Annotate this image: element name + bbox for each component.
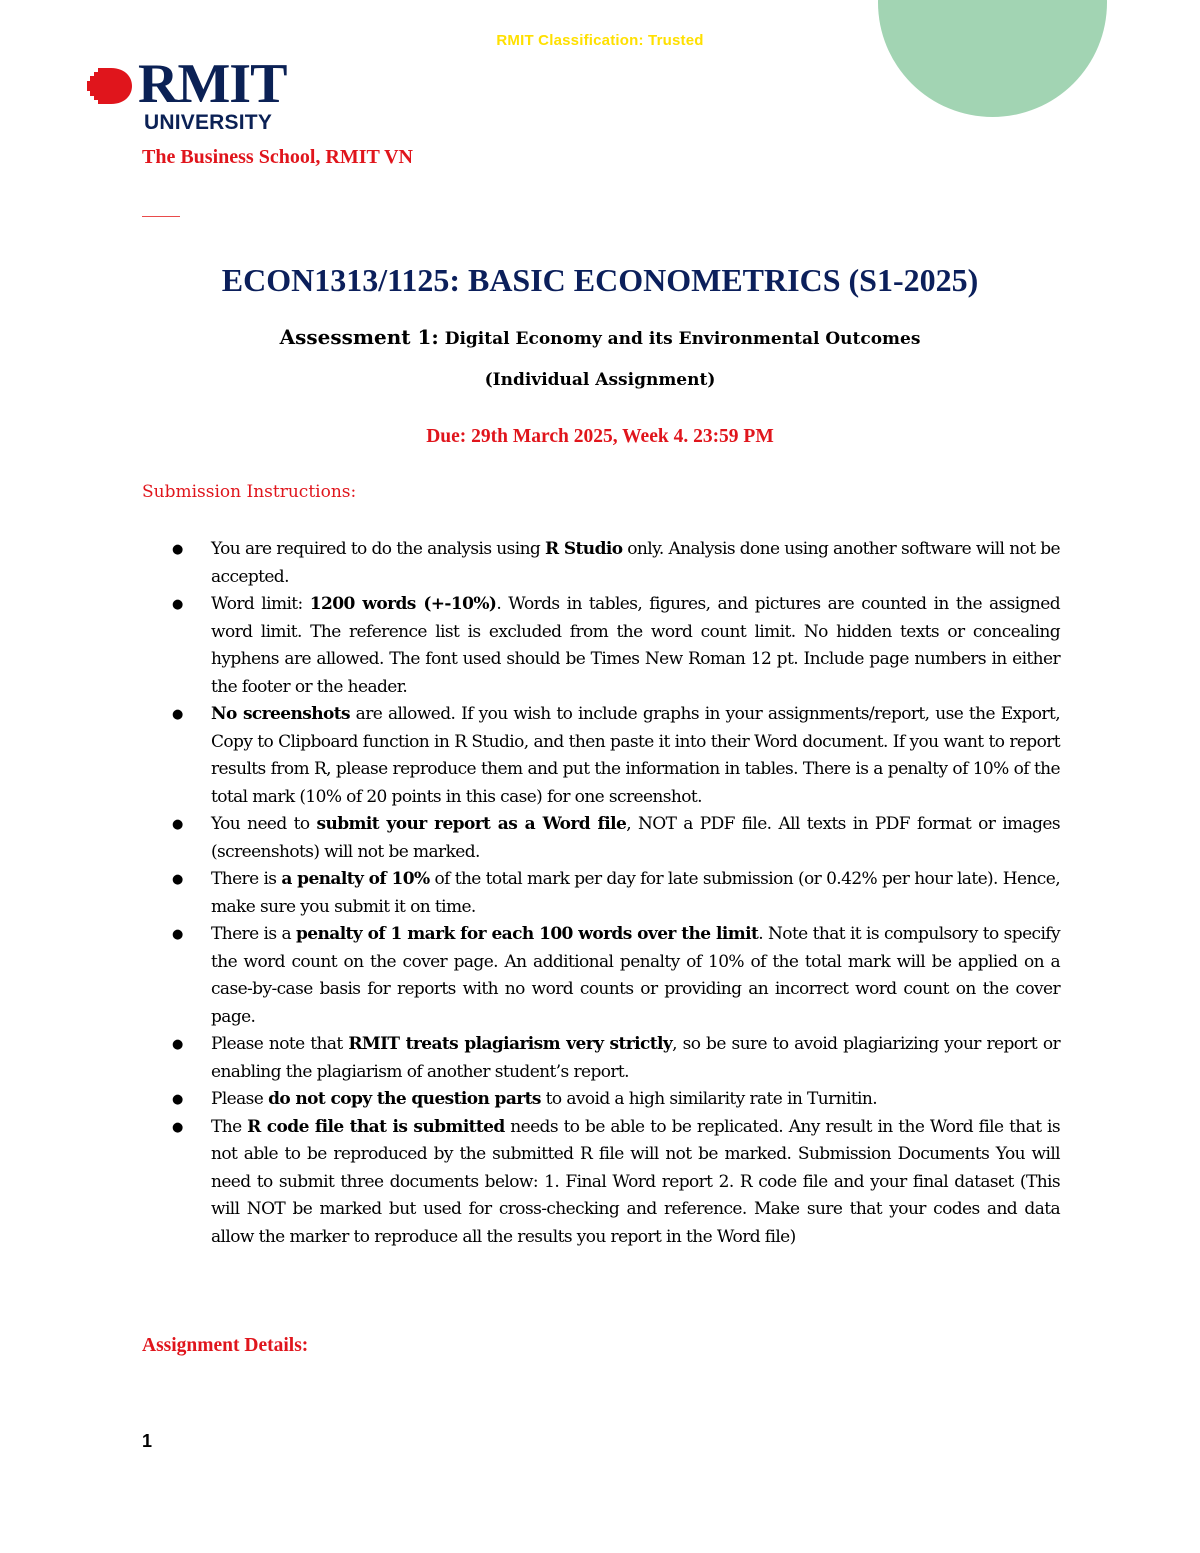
- logo-university: UNIVERSITY: [144, 111, 273, 134]
- bullet-icon: ●: [172, 707, 183, 722]
- emphasis: R code file that is submitted: [247, 1116, 505, 1137]
- list-item: ● There is a penalty of 1 mark for each 100 words over the limit. Note that it is compulsory to specify the word count on the cover page. An additional penalty of 10% of the total mark will be applied on a case-by-case basis for reports with no word counts or providing an incorrect word count on the cover page.: [142, 921, 1060, 1031]
- submission-heading: Submission Instructions:: [142, 482, 357, 502]
- bullet-icon: ●: [172, 927, 183, 942]
- due-date: Due: 29th March 2025, Week 4. 23:59 PM: [426, 426, 774, 447]
- school-name: The Business School, RMIT VN: [142, 146, 413, 168]
- assessment-topic: Digital Economy and its Environmental Outcomes: [444, 329, 921, 349]
- instructions-list: [142, 536, 1060, 1251]
- list-item: ● No screenshots are allowed. If you wish to include graphs in your assignments/report, use the Export, Copy to Clipboard function in R Studio, and then paste it into their Word document. If you want to report results from R, please reproduce them and put the information in tables. There is a penalty of 10% of the total mark (10% of 20 points in this case) for one screenshot.: [142, 701, 1060, 811]
- bullet-icon: ●: [172, 872, 183, 887]
- list-item: ● Please note that RMIT treats plagiarism very strictly, so be sure to avoid plagiarizing your report or enabling the plagiarism of another student’s report.: [142, 1031, 1060, 1086]
- emphasis: 1200 words (+-10%): [309, 594, 497, 614]
- rmit-pixel-logo-icon: [84, 65, 134, 107]
- assessment-title: [0, 325, 1200, 349]
- bullet-icon: ●: [172, 542, 183, 557]
- list-item: ● The R code file that is submitted needs to be able to be replicated. Any result in the Word file that is not able to be reproduced by the submitted R file will not be marked. Submission Documents You will need to submit three documents below: 1. Final Word report 2. R code file and your final dataset (This will NOT be marked but used for cross-checking and reference. Make sure that your codes and data allow the marker to reproduce all the results you report in the Word file): [142, 1114, 1060, 1252]
- rmit-logo: [84, 53, 289, 134]
- bullet-icon: ●: [172, 597, 183, 612]
- bullet-icon: ●: [172, 1119, 183, 1135]
- list-item: ● Please do not copy the question parts to avoid a high similarity rate in Turnitin.: [142, 1086, 1060, 1114]
- assessment-lead: Assessment 1:: [279, 325, 439, 349]
- page-number: 1: [142, 1431, 153, 1451]
- list-item: ● You need to submit your report as a Word file, NOT a PDF file. All texts in PDF format or images (screenshots) will not be marked.: [142, 811, 1060, 866]
- list-item: ● There is a penalty of 10% of the total mark per day for late submission (or 0.42% per hour late). Hence, make sure you submit it on time.: [142, 866, 1060, 921]
- emphasis: a penalty of 10%: [281, 869, 430, 889]
- emphasis: No screenshots: [211, 704, 350, 724]
- course-title: ECON1313/1125: BASIC ECONOMETRICS (S1-2025): [221, 262, 979, 298]
- classification-label: RMIT Classification: Trusted: [496, 32, 704, 49]
- emphasis: do not copy the question parts: [268, 1089, 541, 1109]
- emphasis: submit your report as a Word file: [316, 814, 627, 834]
- logo-wordmark: RMIT: [138, 53, 287, 115]
- bullet-icon: ●: [172, 1092, 183, 1107]
- emphasis: penalty of 1 mark for each 100 words over the limit: [296, 924, 759, 944]
- emphasis: RMIT treats plagiarism very strictly: [348, 1034, 673, 1054]
- assignment-details-heading: Assignment Details:: [142, 1335, 309, 1356]
- bullet-icon: ●: [172, 817, 183, 832]
- list-item: ● Word limit: 1200 words (+-10%). Words in tables, figures, and pictures are counted in the assigned word limit. The reference list is excluded from the word count limit. No hidden texts or concealing hyphens are allowed. The font used should be Times New Roman 12 pt. Include page numbers in either the footer or the header.: [142, 591, 1060, 701]
- emphasis: R Studio: [545, 539, 623, 559]
- list-item: ● You are required to do the analysis using R Studio only. Analysis done using another software will not be accepted.: [142, 536, 1060, 591]
- divider: [142, 216, 180, 217]
- bullet-icon: ●: [172, 1037, 183, 1052]
- assessment-type: (Individual Assignment): [484, 370, 716, 390]
- decorative-circle: [878, 0, 1107, 117]
